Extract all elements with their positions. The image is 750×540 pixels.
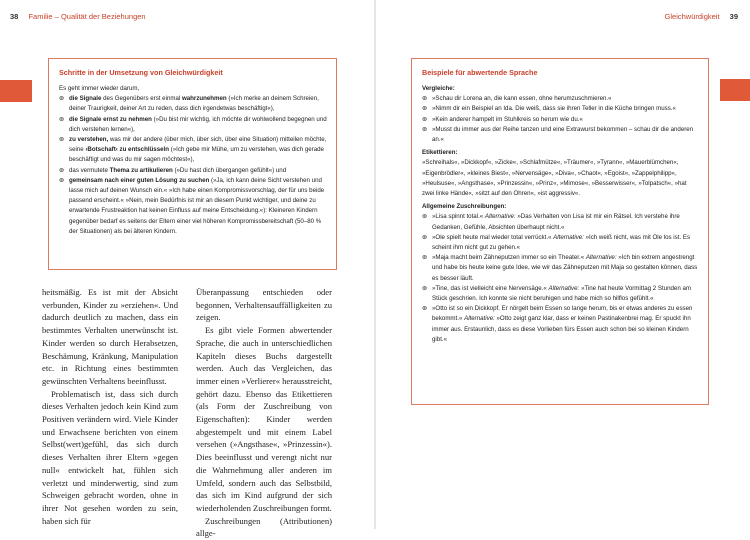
label-list: »Schreihals«, »Dickkopf«, »Zicke«, »Schlafmütze«, »Träumer«, »Tyrann«, »Mauerblümchen«, »Eigenbrödler«, »kleines Biest«, »Nervensäge«, »Diva«, »Chaot«, »Egoist«, »Zappelphilipp«, »Heulsuse«, »Angsthase«, »Prinzessin«, »Prinz«, »Mimose«, »Besserwisser«, »Tolpatsch«, »hat zwei linke Hände«, »sitzt auf den Ohren«, »ist aggressiv«. <box>422 159 687 198</box>
bullet-icon: ⊛ <box>59 95 65 103</box>
bullet-icon: ⊛ <box>422 213 428 221</box>
steps-box <box>48 58 337 270</box>
bullet-icon: ⊛ <box>422 284 428 292</box>
example-item: ⊛ »Nimm dir ein Beispiel an Ida. Die weiß, dass sie ihren Teller in die Küche bringen muss.« <box>422 104 700 114</box>
bullet-icon: ⊛ <box>422 95 428 103</box>
text-column-1 <box>42 286 178 540</box>
step-item: ⊛ die Signale des Gegenübers erst einmal wahrzunehmen (»Ich merke an deinem Schreien, deiner Traurigkeit, deiner Art zu reden, dass dich irgendetwas beschäftigt«), <box>59 95 319 113</box>
step-item: ⊛ gemeinsam nach einer guten Lösung zu suchen (»Ja, ich kann deine Sicht verstehen und lasse mich auf deinen Wunsch ein.« »Ich habe einen Kompromissvorschlag, der für uns beide passend erscheint.« »Nein, mein Bedürfnis ist mir an diesem Punkt wichtiger, und deine zu erwartende Frustreaktion hat keinen Einfluss auf meine Entscheidung.«): Kleineren Kindern gegenüber bedarf es seitens der Eltern einer viel höheren Kompromissbereitschaft (50–80 % der Situationen) als bei älteren Kindern. <box>59 176 325 235</box>
category-heading: Etikettieren: <box>422 149 458 157</box>
paragraph: Zuschreibungen (Attributionen) allge- <box>196 515 332 539</box>
bullet-icon: ⊛ <box>59 176 65 184</box>
bullet-icon: ⊛ <box>59 115 65 123</box>
paragraph: Überanpassung entschieden oder begonnen, Verhaltensauffälligkeiten zu zeigen. <box>196 287 332 323</box>
step-item: ⊛ zu verstehen, was mir der andere (über mich, über sich, über eine Situation) mitteilen möchte, seine ›Botschaft‹ zu entschlüsseln (»Ich gebe mir Mühe, um zu verstehen, was dich gerade beschäftigt und was du mir sagen möchtest«), <box>59 136 327 164</box>
bullet-icon: ⊛ <box>422 115 428 123</box>
example-item: ⊛ »Kein anderer hampelt im Stuhlkreis so herum wie du.« <box>422 115 700 125</box>
left-page-number: 38 <box>10 12 19 21</box>
category-heading: Allgemeine Zuschreibungen: <box>422 203 507 211</box>
bullet-icon: ⊛ <box>422 233 428 241</box>
bullet-icon: ⊛ <box>422 125 428 133</box>
category-heading: Vergleiche: <box>422 85 455 92</box>
left-main-text <box>42 286 332 540</box>
example-item: ⊛ »Lisa spinnt total.« Alternative: »Das Verhalten von Lisa ist mir ein Rätsel. Ich verstehe ihre Gedanken, Gefühle, Absichten überhaupt nicht.« <box>422 213 680 231</box>
steps-box-title: Schritte in der Umsetzung von Gleichwürdigkeit <box>59 68 223 77</box>
left-page <box>0 0 374 539</box>
right-page <box>376 0 750 529</box>
examples-box-title: Beispiele für abwertende Sprache <box>422 68 538 77</box>
right-accent-stripe <box>720 79 750 101</box>
examples-box-body <box>412 77 708 345</box>
bullet-icon: ⊛ <box>422 254 428 262</box>
left-running-head <box>10 12 146 21</box>
paragraph: Problematisch ist, dass sich durch dieses Verhalten jedoch kein Kind zum Positiven verändern wird. Viele Kinder und Erwachsene berichten von einem Selbst(wert)gefühl, das sich durch dieses Verhalten ihrer Eltern »gegen null« entwickelt hat, fühlen sich verletzt und minderwertig, sind zum Schweigen gebracht worden, ohne in ihrer Not gesehen worden zu sein, haben sich für <box>42 388 178 526</box>
example-item: ⊛ »Ole spielt heute mal wieder total verrückt.« Alternative: »Ich weiß nicht, was mit Ole los ist. Es scheint ihm nicht gut zu gehen.« <box>422 233 691 252</box>
step-item: ⊛ das vermutete Thema zu artikulieren (»Du hast dich übergangen gefühlt«) und <box>59 166 328 176</box>
right-running-title: Gleichwürdigkeit <box>664 12 720 21</box>
bullet-icon: ⊛ <box>59 166 65 174</box>
example-item: ⊛ »Tine, das ist vielleicht eine Nervensäge.« Alternative: »Tine hat heute Vormittag 2 Stunden am Stück geschrien. Ich konnte sie nicht beruhigen und habe mich so hilflos gefühlt.« <box>422 284 691 303</box>
steps-box-body <box>49 77 336 237</box>
example-item: ⊛ »Maja macht beim Zähneputzen immer so ein Theater.« Alternative: »Ich bin extrem angestrengt und habe bis heute keine gute Idee, wie wir das Zähneputzen mit Maja so gestalten können, dass es besser läuft. <box>422 254 698 282</box>
bullet-icon: ⊛ <box>422 305 428 313</box>
right-page-number: 39 <box>729 12 738 21</box>
example-item: ⊛ »Schau dir Lorena an, die kann essen, ohne herumzuschmieren.« <box>422 94 700 104</box>
right-running-head <box>665 12 738 21</box>
paragraph: Es gibt viele Formen abwertender Sprache, die auch in unterschiedlichen Kapiteln dieses Buchs dargestellt werden. Auch das Vergleichen, das immer einen »Verlierer« herausstreicht, gehört dazu. Ebenso das Etikettieren (als Form der Zuschreibung von Eigenschaften): Kinder werden abgestempelt und mit einem Label versehen (»Angsthase«, »Prinzessin«). Dies beeinflusst und verengt nicht nur die Wahrnehmung aller anderen im Umfeld, sondern auch das Selbstbild, das sich im Kind aufgrund der sich wiederholenden Zuschreibungen formt. <box>196 325 333 513</box>
examples-box <box>411 58 709 405</box>
example-item: ⊛ »Musst du immer aus der Reihe tanzen und eine Extrawurst bekommen – schau dir die anderen an.« <box>422 125 694 144</box>
left-accent-stripe <box>0 80 32 102</box>
steps-intro: Es geht immer wieder darum, <box>59 85 140 92</box>
example-item: ⊛ »Otto ist so ein Dickkopf. Er nörgelt beim Essen so lange herum, bis er etwas anderes zu essen bekommt.« Alternative: »Otto zeigt ganz klar, dass er keinen Pastinakenbrei mag. Er spuckt ihn immer aus. Erstaunlich, dass es diese Vorlieben fürs Essen auch schon bei so kleinen Kindern gibt.« <box>422 305 693 343</box>
paragraph: heitsmäßig. Es ist mit der Absicht verbunden, Kinder zu »erziehen«. Und dadurch deutlich zu machen, dass ein bestimmtes Verhalten unerwünscht ist. Kinder werden so durch Herabsetzen, Beschämung, Kränkung, Manipulation etc. in Richtung eines bestimmten gewünschten Verhaltens beeinflusst. <box>42 287 178 386</box>
step-item: ⊛ die Signale ernst zu nehmen (»Du bist mir wichtig, ich möchte dir wohlwollend begegnen und dich verstehen lernen«), <box>59 115 327 133</box>
bullet-icon: ⊛ <box>59 136 65 144</box>
left-running-title: Familie – Qualität der Beziehungen <box>28 12 146 21</box>
bullet-icon: ⊛ <box>422 105 428 113</box>
text-column-2 <box>196 286 332 540</box>
